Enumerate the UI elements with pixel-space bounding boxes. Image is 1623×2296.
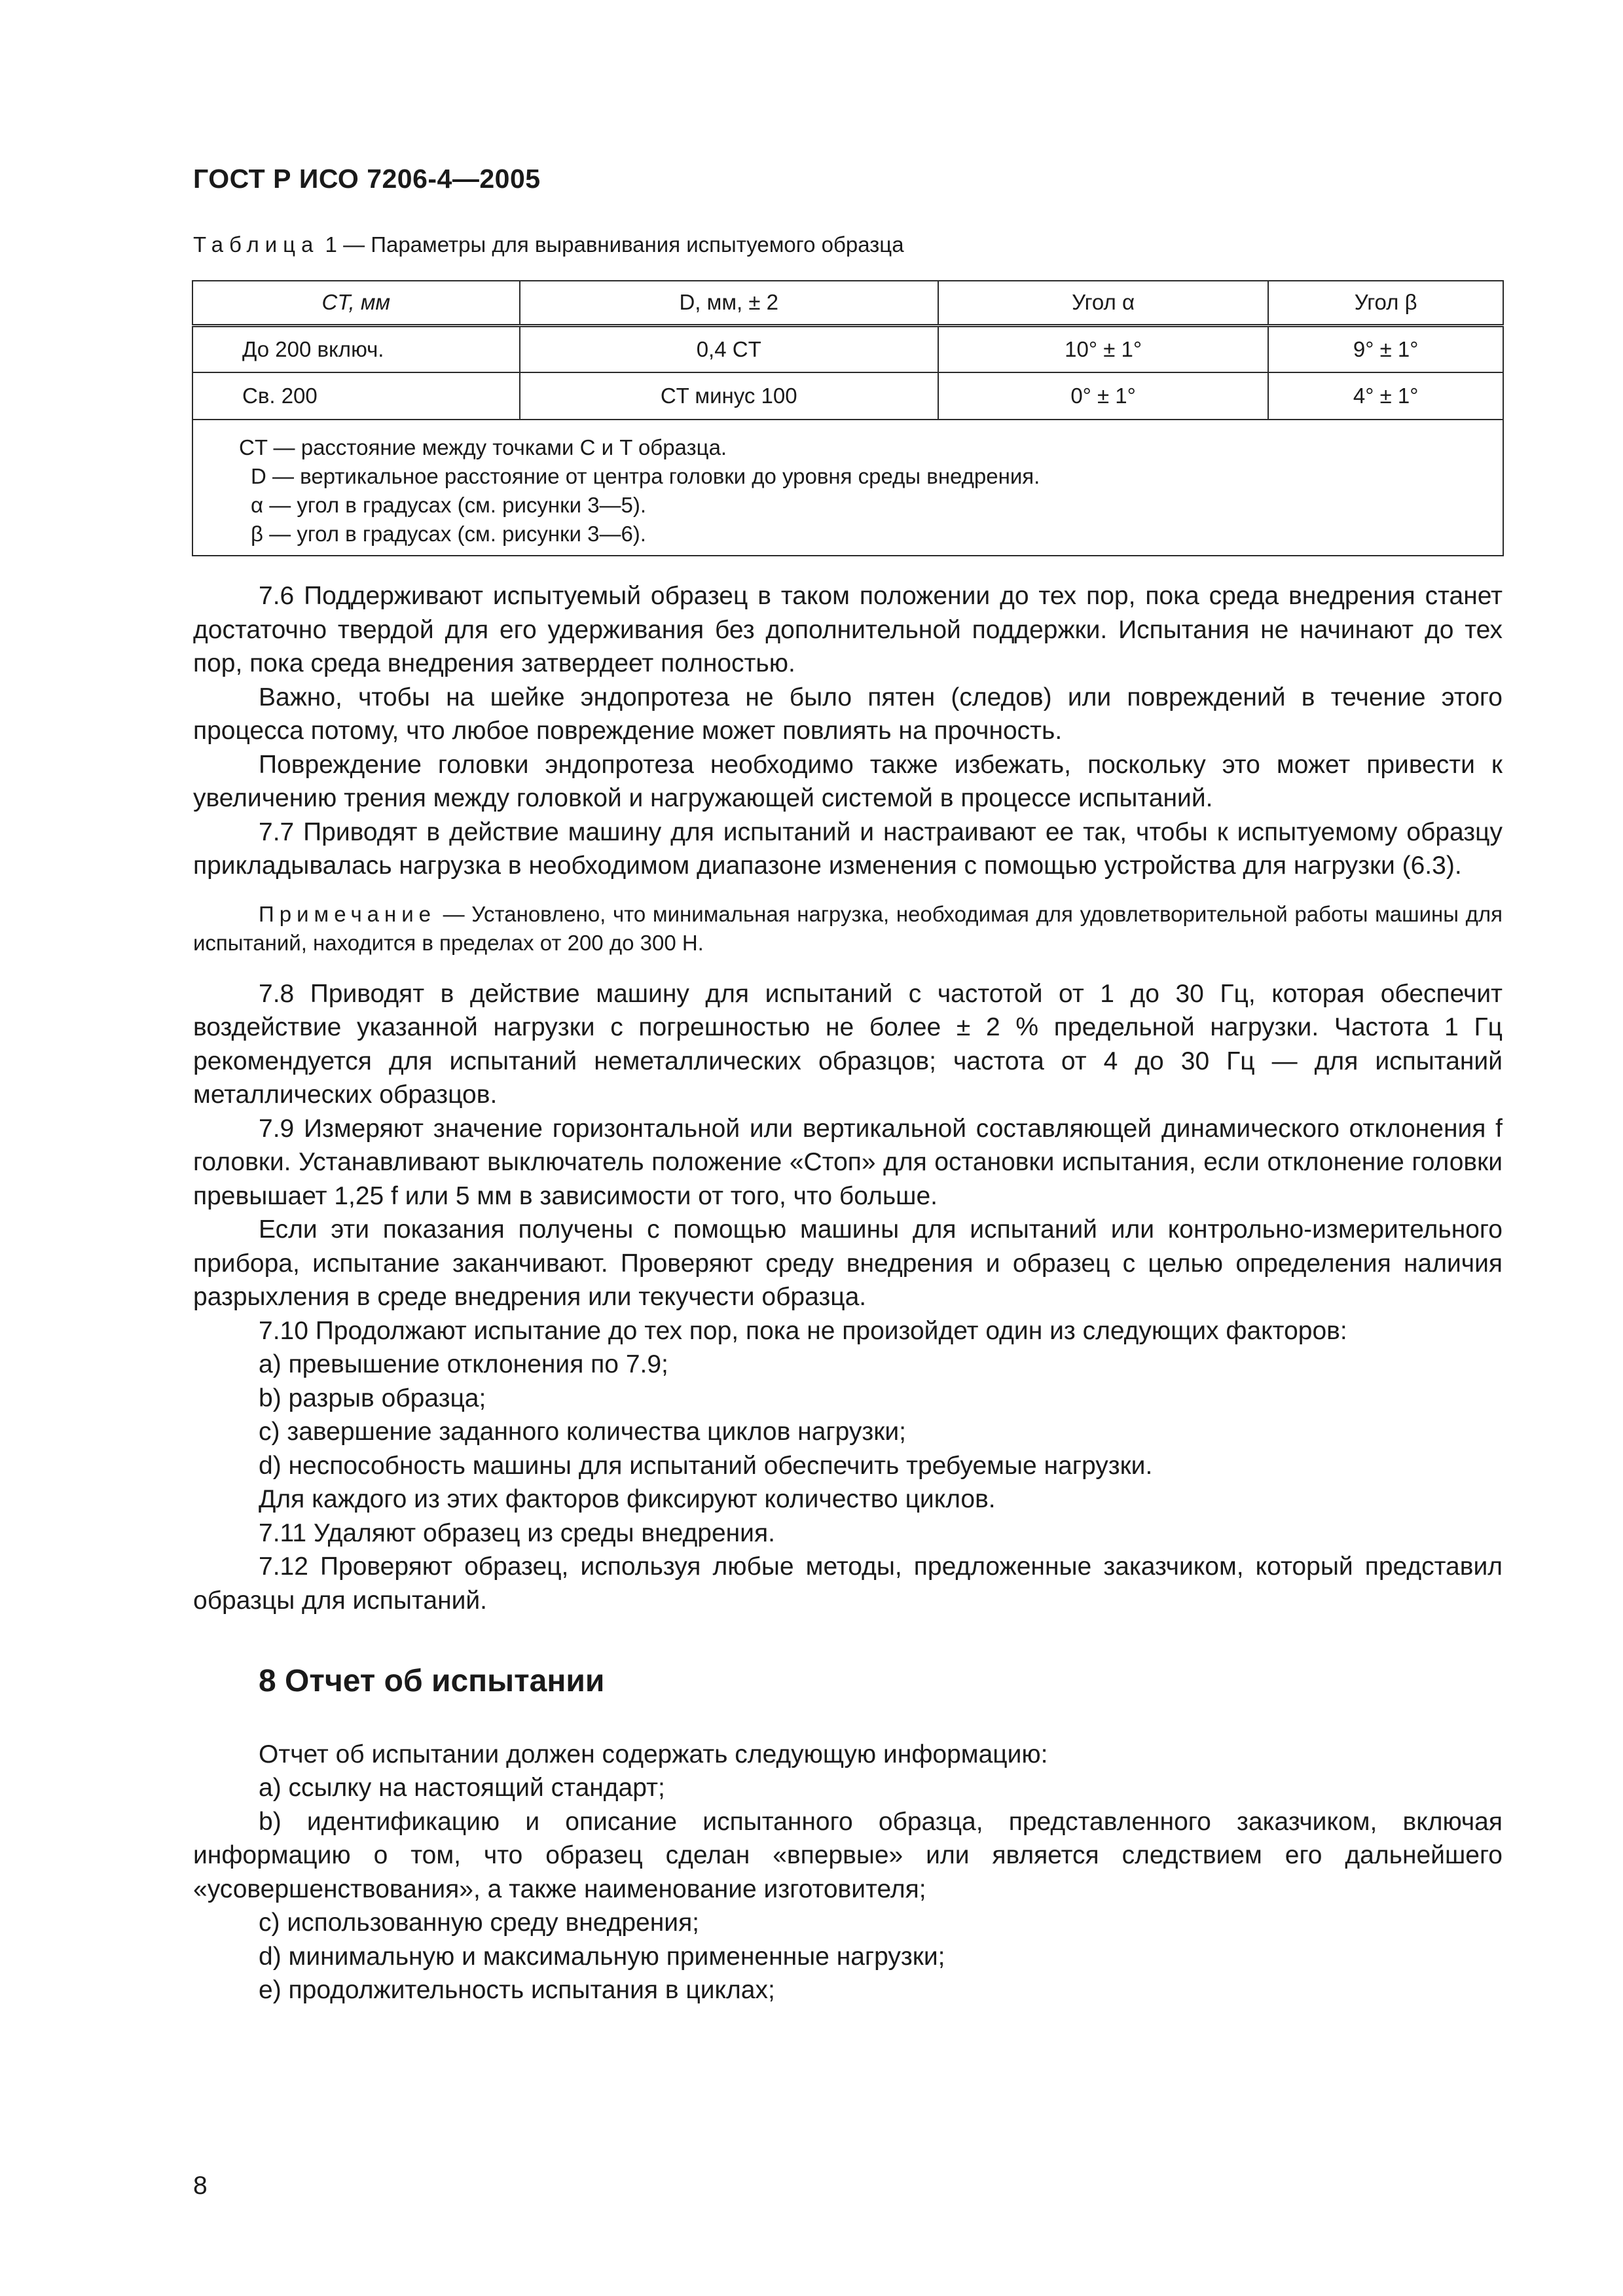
table-cell: 10° ± 1°: [938, 325, 1268, 372]
column-header: Угол β: [1268, 281, 1503, 325]
paragraph: Повреждение головки эндопротеза необходимо также избежать, поскольку это может привести к увеличению трения между головкой и нагружающей системой в процессе испытаний.: [193, 750, 1503, 812]
paragraph: Если эти показания получены с помощью машины для испытаний или контрольно-измерительного прибора, испытание заканчивают. Проверяют среду внедрения и образец с целью определения наличия разрыхления в среде внедрения или текучести образца.: [193, 1215, 1503, 1311]
list-item: d) минимальную и максимальную примененные нагрузки;: [259, 1942, 945, 1971]
list-item: a) превышение отклонения по 7.9;: [259, 1350, 668, 1378]
table-cell: До 200 включ.: [192, 325, 520, 372]
table-note: D — вертикальное расстояние от центра головки до уровня среды внедрения.: [251, 464, 1040, 488]
note-label: Примечание: [259, 901, 437, 926]
column-header: Угол α: [938, 281, 1268, 325]
table-note: CT — расстояние между точками C и T образца.: [239, 435, 727, 459]
table-cell: 4° ± 1°: [1268, 372, 1503, 420]
table-cell: 0,4 CT: [520, 325, 938, 372]
paragraph-7-12: 7.12 Проверяют образец, используя любые методы, предложенные заказчиком, который представил образцы для испытаний.: [193, 1552, 1503, 1615]
table-caption-label: Таблица: [193, 232, 319, 257]
table-row: [192, 372, 1503, 420]
table-note: β — угол в градусах (см. рисунки 3—6).: [251, 522, 646, 546]
list-item: d) неспособность машины для испытаний обеспечить требуемые нагрузки.: [259, 1451, 1153, 1480]
column-header: CT, мм: [192, 281, 520, 325]
list-item: b) идентификацию и описание испытанного образца, представленного заказчиком, включая информацию о том, что образец сделан «впервые» или является следствием его дальнейшего «усовершенствования», а также наименование изготовителя;: [193, 1807, 1503, 1903]
table-row: [192, 325, 1503, 372]
list-item: b) разрыв образца;: [259, 1384, 486, 1412]
paragraph-7-7: 7.7 Приводят в действие машину для испытаний и настраивают ее так, чтобы к испытуемому образцу прикладывалась нагрузка в необходимом диапазоне изменения с помощью устройства для нагрузки (6.3).: [193, 817, 1503, 880]
list-item: e) продолжительность испытания в циклах;: [259, 1976, 775, 2004]
paragraph: Важно, чтобы на шейке эндопротеза не было пятен (следов) или повреждений в течение этого процесса потому, что любое повреждение может повлиять на прочность.: [193, 683, 1503, 745]
document-header: ГОСТ Р ИСО 7206-4—2005: [193, 164, 541, 194]
paragraph-7-8: 7.8 Приводят в действие машину для испытаний с частотой от 1 до 30 Гц, которая обеспечит воздействие указанной нагрузки с погрешностью не более ± 2 % предельной нагрузки. Частота 1 Гц рекомендуется для испытаний неметаллических образцов; частота от 4 до 30 Гц — для испытаний металлических образцов.: [193, 979, 1503, 1109]
table-caption-text: 1 — Параметры для выравнивания испытуемого образца: [319, 232, 904, 257]
page-number: 8: [193, 2172, 208, 2200]
table-cell: Св. 200: [192, 372, 520, 420]
paragraph: Для каждого из этих факторов фиксируют количество циклов.: [259, 1485, 996, 1513]
table-note: α — угол в градусах (см. рисунки 3—5).: [251, 493, 647, 517]
table-notes: [192, 420, 1503, 556]
section-heading: 8 Отчет об испытании: [259, 1664, 605, 1698]
paragraph-7-10: 7.10 Продолжают испытание до тех пор, пока не произойдет один из следующих факторов:: [259, 1316, 1347, 1345]
paragraph-7-11: 7.11 Удаляют образец из среды внедрения.: [259, 1518, 775, 1547]
table-caption: [193, 232, 904, 257]
table-header-row: [192, 281, 1503, 325]
column-header: D, мм, ± 2: [520, 281, 938, 325]
paragraph-7-9: 7.9 Измеряют значение горизонтальной или вертикальной составляющей динамического отклонения f головки. Устанавливают выключатель положение «Стоп» для остановки испытания, если отклонение головки превышает 1,25 f или 5 мм в зависимости от того, что больше.: [193, 1114, 1503, 1210]
document-body: [193, 579, 1503, 2007]
table-cell: 0° ± 1°: [938, 372, 1268, 420]
alignment-parameters-table: [192, 280, 1504, 556]
note-paragraph: [193, 900, 1503, 958]
list-item: c) завершение заданного количества циклов нагрузки;: [259, 1418, 906, 1446]
list-item: c) использованную среду внедрения;: [259, 1909, 700, 1937]
table-cell: CT минус 100: [520, 372, 938, 420]
note-text: — Установлено, что минимальная нагрузка, необходимая для удовлетворительной работы машины для испытаний, находится в пределах от 200 до 300 Н.: [193, 901, 1503, 955]
table-notes-row: [192, 420, 1503, 556]
table-cell: 9° ± 1°: [1268, 325, 1503, 372]
paragraph: Отчет об испытании должен содержать следующую информацию:: [259, 1740, 1048, 1768]
list-item: a) ссылку на настоящий стандарт;: [259, 1774, 665, 1802]
paragraph-7-6: 7.6 Поддерживают испытуемый образец в таком положении до тех пор, пока среда внедрения станет достаточно твердой для его удерживания без дополнительной поддержки. Испытания не начинают до тех пор, пока среда внедрения затвердеет полностью.: [193, 582, 1503, 677]
